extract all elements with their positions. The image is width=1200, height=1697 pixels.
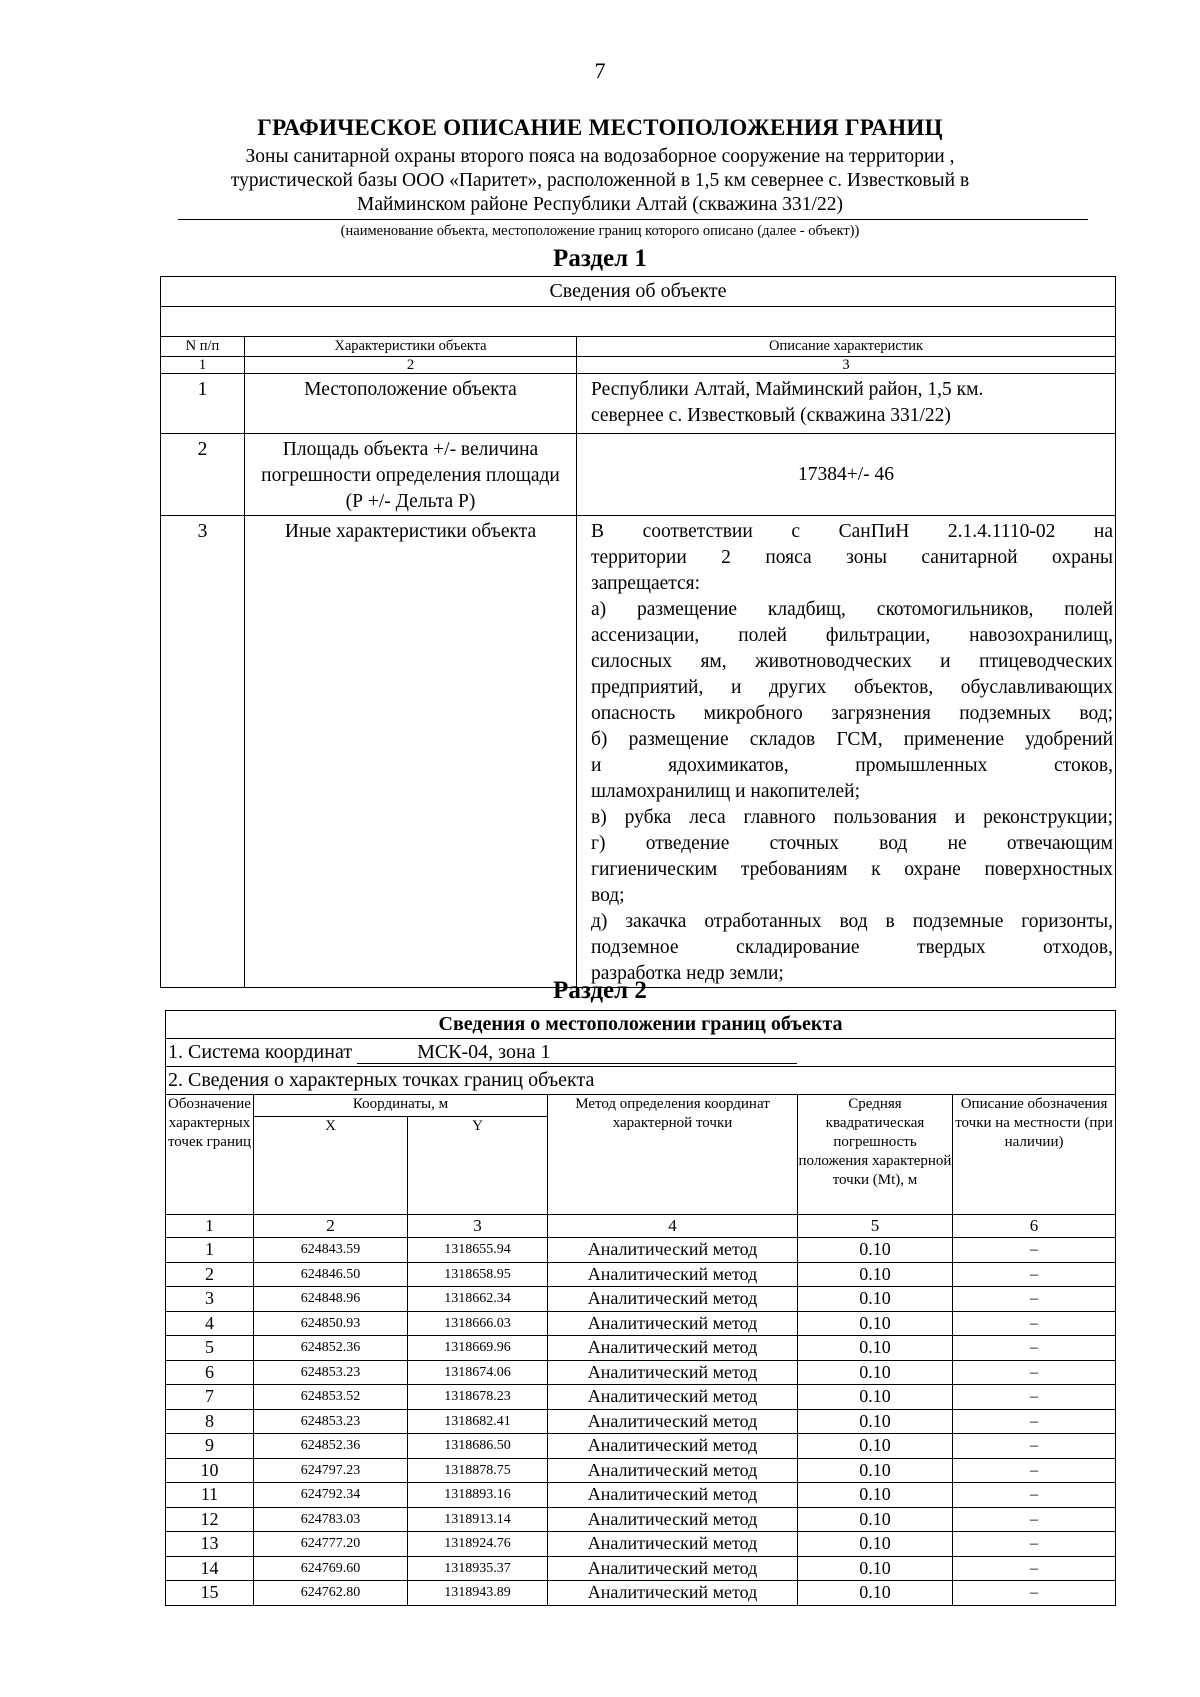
description-line: Республики Алтай, Майминский район, 1,5 км. (591, 379, 984, 400)
point-mt: 0.10 (798, 1385, 953, 1410)
col-index: 5 (798, 1215, 953, 1238)
subtitle-underline (178, 219, 1088, 220)
point-method: Аналитический метод (548, 1238, 798, 1263)
description-line: В соответствии с СанПиН 2.1.4.1110-02 на (591, 521, 1114, 542)
point-y: 1318924.76 (408, 1532, 548, 1557)
page-number: 7 (594, 58, 606, 83)
boundary-points-table (165, 1010, 1116, 1606)
col-index: 4 (548, 1215, 798, 1238)
point-method: Аналитический метод (548, 1385, 798, 1410)
point-mt: 0.10 (798, 1311, 953, 1336)
point-description: – (953, 1287, 1116, 1312)
subtitle-line: Майминском районе Республики Алтай (скважина 331/22) (357, 194, 843, 215)
point-mt: 0.10 (798, 1238, 953, 1263)
coord-system-value: МСК-04, зона 1 (357, 1041, 797, 1064)
point-x: 624853.52 (254, 1385, 408, 1410)
description-line: опасность микробного загрязнения подземных вод; (591, 703, 1114, 724)
point-id: 12 (166, 1507, 254, 1532)
subtitle-line: туристической базы ООО «Паритет», расположенной в 1,5 км севернее с. Известковый в (230, 170, 970, 191)
point-mt: 0.10 (798, 1336, 953, 1361)
point-x: 624852.36 (254, 1434, 408, 1459)
header-description: Описание характеристик (577, 337, 1116, 357)
description-line: и ядохимикатов, промышленных стоков, (591, 755, 1114, 776)
table-row (166, 1409, 1116, 1434)
description-line: силосных ям, животноводческих и птицеводческих (591, 651, 1114, 672)
point-mt: 0.10 (798, 1483, 953, 1508)
point-description: – (953, 1556, 1116, 1581)
table-row (166, 1556, 1116, 1581)
description-line: запрещается: (591, 573, 701, 594)
point-mt: 0.10 (798, 1507, 953, 1532)
description-line: территории 2 пояса зоны санитарной охраны (591, 547, 1114, 568)
table-row (166, 1532, 1116, 1557)
point-x: 624853.23 (254, 1360, 408, 1385)
header-characteristic: Характеристики объекта (245, 337, 577, 357)
point-id: 6 (166, 1360, 254, 1385)
table-row (166, 1458, 1116, 1483)
point-x: 624848.96 (254, 1287, 408, 1312)
table-row (166, 1238, 1116, 1263)
point-x: 624769.60 (254, 1556, 408, 1581)
subtitle-line: Зоны санитарной охраны второго пояса на водозаборное сооружение на территории , (245, 146, 955, 167)
object-info-table (160, 276, 1116, 988)
col-index: 1 (161, 357, 245, 374)
point-id: 11 (166, 1483, 254, 1508)
point-id: 9 (166, 1434, 254, 1459)
point-x: 624843.59 (254, 1238, 408, 1263)
row-characteristic: Местоположение объекта (245, 374, 577, 434)
point-description: – (953, 1385, 1116, 1410)
page-title: ГРАФИЧЕСКОЕ ОПИСАНИЕ МЕСТОПОЛОЖЕНИЯ ГРАНИЦ (257, 115, 943, 140)
point-y: 1318893.16 (408, 1483, 548, 1508)
point-y: 1318686.50 (408, 1434, 548, 1459)
point-method: Аналитический метод (548, 1458, 798, 1483)
point-x: 624797.23 (254, 1458, 408, 1483)
point-y: 1318666.03 (408, 1311, 548, 1336)
header-coords: Координаты, м (254, 1095, 548, 1117)
point-y: 1318655.94 (408, 1238, 548, 1263)
col-index: 6 (953, 1215, 1116, 1238)
object-info-table-title: Сведения об объекте (161, 277, 1116, 307)
point-x: 624846.50 (254, 1262, 408, 1287)
row-description: 17384+/- 46 (577, 434, 1116, 516)
point-id: 4 (166, 1311, 254, 1336)
description-line: вод; (591, 885, 625, 906)
section2-title: Раздел 2 (553, 977, 647, 1004)
table-row (166, 1311, 1116, 1336)
point-mt: 0.10 (798, 1287, 953, 1312)
table-row (166, 1385, 1116, 1410)
point-description: – (953, 1458, 1116, 1483)
point-id: 14 (166, 1556, 254, 1581)
header-y: Y (408, 1117, 548, 1215)
table-row (166, 1287, 1116, 1312)
point-method: Аналитический метод (548, 1581, 798, 1606)
point-description: – (953, 1532, 1116, 1557)
point-id: 15 (166, 1581, 254, 1606)
point-description: – (953, 1311, 1116, 1336)
table-row (166, 1581, 1116, 1606)
boundary-table-title: Сведения о местоположении границ объекта (166, 1011, 1116, 1039)
point-method: Аналитический метод (548, 1532, 798, 1557)
description-line: шламохранилищ и накопителей; (591, 781, 861, 802)
table-row (161, 374, 1116, 434)
point-id: 2 (166, 1262, 254, 1287)
table-row (166, 1262, 1116, 1287)
point-method: Аналитический метод (548, 1483, 798, 1508)
description-line: г) отведение сточных вод не отвечающим (591, 833, 1114, 854)
table-row (161, 516, 1116, 988)
point-mt: 0.10 (798, 1556, 953, 1581)
description-line: в) рубка леса главного пользования и реконструкции; (591, 807, 1114, 828)
coord-system-row (166, 1039, 1116, 1067)
point-y: 1318935.37 (408, 1556, 548, 1581)
point-y: 1318682.41 (408, 1409, 548, 1434)
col-index: 3 (577, 357, 1116, 374)
point-id: 3 (166, 1287, 254, 1312)
point-method: Аналитический метод (548, 1409, 798, 1434)
point-method: Аналитический метод (548, 1262, 798, 1287)
description-line: д) закачка отработанных вод в подземные горизонты, (591, 911, 1114, 932)
description-line: разработка недр земли; (591, 963, 784, 984)
description-line: подземное складирование твердых отходов, (591, 937, 1114, 958)
header-x: X (254, 1117, 408, 1215)
point-x: 624783.03 (254, 1507, 408, 1532)
point-description: – (953, 1336, 1116, 1361)
point-method: Аналитический метод (548, 1311, 798, 1336)
point-description: – (953, 1483, 1116, 1508)
point-x: 624792.34 (254, 1483, 408, 1508)
row-num: 1 (161, 374, 245, 434)
description-line: а) размещение кладбищ, скотомогильников, полей (591, 599, 1114, 620)
point-y: 1318678.23 (408, 1385, 548, 1410)
point-y: 1318658.95 (408, 1262, 548, 1287)
point-id: 1 (166, 1238, 254, 1263)
col-index: 2 (254, 1215, 408, 1238)
table-row (166, 1483, 1116, 1508)
point-description: – (953, 1434, 1116, 1459)
point-mt: 0.10 (798, 1581, 953, 1606)
points-label: 2. Сведения о характерных точках границ объекта (166, 1067, 1116, 1095)
header-designation: Обозначение характерных точек границ (166, 1095, 254, 1215)
row-characteristic: Иные характеристики объекта (245, 516, 577, 988)
point-method: Аналитический метод (548, 1556, 798, 1581)
point-method: Аналитический метод (548, 1434, 798, 1459)
row-num: 2 (161, 434, 245, 516)
row-characteristic: Площадь объекта +/- величина погрешности определения площади (Р +/- Дельта Р) (245, 434, 577, 516)
point-description: – (953, 1262, 1116, 1287)
point-x: 624853.23 (254, 1409, 408, 1434)
point-method: Аналитический метод (548, 1507, 798, 1532)
header-num: N п/п (161, 337, 245, 357)
header-point-description: Описание обозначения точки на местности (при наличии) (953, 1095, 1116, 1215)
point-id: 13 (166, 1532, 254, 1557)
table-row (166, 1434, 1116, 1459)
point-y: 1318943.89 (408, 1581, 548, 1606)
point-x: 624762.80 (254, 1581, 408, 1606)
point-id: 7 (166, 1385, 254, 1410)
point-mt: 0.10 (798, 1360, 953, 1385)
point-mt: 0.10 (798, 1532, 953, 1557)
description-line: предприятий, и других объектов, обуславливающих (591, 677, 1114, 698)
table-row (166, 1336, 1116, 1361)
point-mt: 0.10 (798, 1458, 953, 1483)
point-y: 1318669.96 (408, 1336, 548, 1361)
row-description (577, 516, 1116, 988)
point-y: 1318662.34 (408, 1287, 548, 1312)
col-index: 2 (245, 357, 577, 374)
description-line: б) размещение складов ГСМ, применение удобрений (591, 729, 1114, 750)
point-x: 624852.36 (254, 1336, 408, 1361)
col-index: 1 (166, 1215, 254, 1238)
table-row (161, 434, 1116, 516)
table-row (166, 1360, 1116, 1385)
point-description: – (953, 1581, 1116, 1606)
header-method: Метод определения координат характерной точки (548, 1095, 798, 1215)
point-id: 8 (166, 1409, 254, 1434)
point-description: – (953, 1409, 1116, 1434)
point-id: 5 (166, 1336, 254, 1361)
point-x: 624777.20 (254, 1532, 408, 1557)
row-num: 3 (161, 516, 245, 988)
points-body (166, 1238, 1116, 1606)
point-mt: 0.10 (798, 1409, 953, 1434)
point-description: – (953, 1360, 1116, 1385)
point-y: 1318913.14 (408, 1507, 548, 1532)
coord-system-label: 1. Система координат (168, 1041, 353, 1063)
point-method: Аналитический метод (548, 1287, 798, 1312)
point-mt: 0.10 (798, 1434, 953, 1459)
point-method: Аналитический метод (548, 1360, 798, 1385)
row-description (577, 374, 1116, 434)
section1-title: Раздел 1 (553, 245, 647, 272)
point-description: – (953, 1507, 1116, 1532)
point-y: 1318674.06 (408, 1360, 548, 1385)
description-line: ассенизации, полей фильтрации, навозохранилищ, (591, 625, 1114, 646)
point-y: 1318878.75 (408, 1458, 548, 1483)
point-id: 10 (166, 1458, 254, 1483)
header-mt: Средняя квадратическая погрешность положения характерной точки (Mt), м (798, 1095, 953, 1215)
empty-row (161, 307, 1116, 337)
point-mt: 0.10 (798, 1262, 953, 1287)
point-x: 624850.93 (254, 1311, 408, 1336)
col-index: 3 (408, 1215, 548, 1238)
table-row (166, 1507, 1116, 1532)
subtitle-caption: (наименование объекта, местоположение границ которого описано (далее - объект)) (340, 223, 860, 239)
point-method: Аналитический метод (548, 1336, 798, 1361)
description-line: гигиеническим требованиям к охране поверхностных (591, 859, 1114, 880)
description-line: севернее с. Известковый (скважина 331/22) (591, 405, 951, 426)
point-description: – (953, 1238, 1116, 1263)
